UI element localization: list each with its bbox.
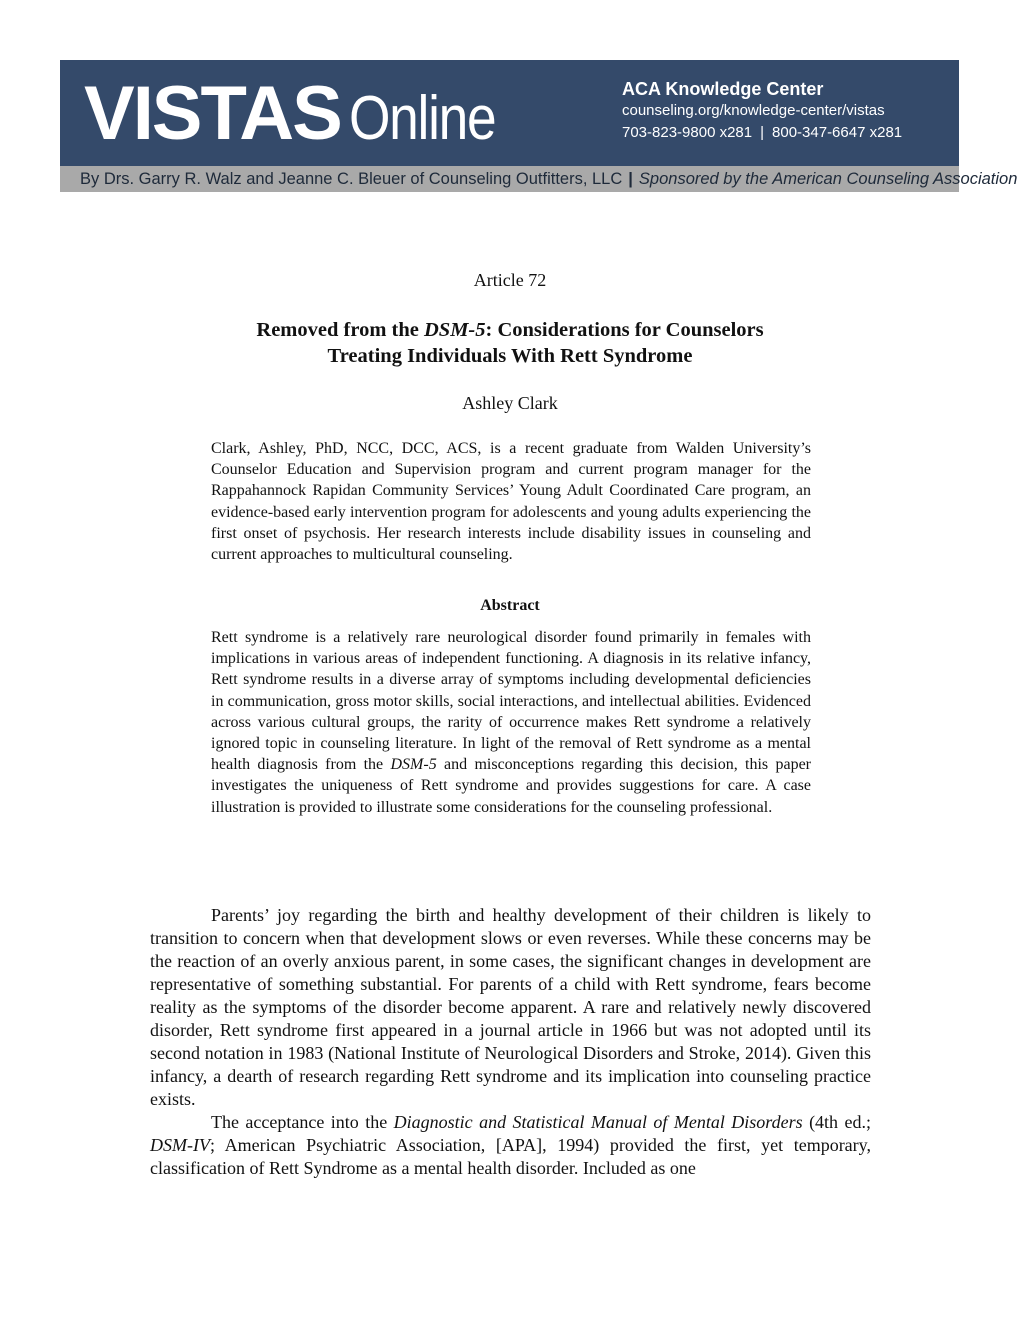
vistas-banner	[60, 60, 1018, 192]
author-bio: Clark, Ashley, PhD, NCC, DCC, ACS, is a recent graduate from Walden University’s Counselor Education and Supervision program and current program manager for the Rappahannock Rapidan Community Services’ Young Adult Coordinated Care program, an evidence-based early intervention program for adolescents and young adults experiencing the first onset of psychosis. Her research interests include disability issues in counseling and current approaches to multicultural counseling.	[211, 440, 811, 564]
article-number: Article 72	[473, 270, 547, 290]
author-name: Ashley Clark	[462, 393, 558, 413]
article-title	[150, 317, 870, 369]
brand-main: VISTAS	[84, 71, 341, 156]
article-body	[150, 904, 871, 1180]
brand-sub: Online	[348, 84, 496, 153]
body-paragraph-1: Parents’ joy regarding the birth and healthy development of their children is likely to transition to concern when that development slows or even reverses. While these concerns may be the reaction of an overly anxious parent, in some cases, the significant changes in development are representative of something substantial. For parents of a child with Rett syndrome, fears become reality as the symptoms of the disorder become apparent. A rare and relatively newly discovered disorder, Rett syndrome first appeared in a journal article in 1966 but was not adopted until its second notation in 1983 (National Institute of Neurological Disorders and Stroke, 2014). Given this infancy, a dearth of research regarding Rett syndrome and its implication into counseling practice exists.	[150, 905, 871, 1109]
banner-byline-strip	[60, 166, 1018, 192]
p2-part3: ; American Psychiatric Association, [APA], 1994) provided the first, yet temporary, classification of Rett Syndrome as a mental health disorder. Included as one	[150, 1135, 871, 1178]
p2-part2: (4th ed.;	[802, 1112, 871, 1132]
byline-separator: |	[628, 170, 633, 188]
p2-italic2: DSM-IV	[150, 1135, 210, 1155]
title-part2: : Considerations for Counselors	[485, 319, 764, 341]
phone-separator: |	[760, 124, 765, 141]
abstract-part2: and misconceptions regarding this decision, this paper investigates the uniqueness of Rett syndrome and provides suggestions for care. A case illustration is provided to illustrate some considerations for the counseling professional.	[211, 756, 812, 816]
abstract-italic: DSM-5	[390, 756, 437, 774]
phone-1: 703-823-9800 x281	[622, 124, 753, 141]
abstract-part1: Rett syndrome is a relatively rare neurological disorder found primarily in females with implications in various areas of independent functioning. A diagnosis in its relative infancy, Rett syndrome results in a diverse array of symptoms including developmental deficiencies in communication, gross motor skills, social interactions, and intellectual abilities. Evidenced across various cultural groups, the rarity of occurrence makes Rett syndrome a relatively ignored topic in counseling literature. In light of the removal of Rett syndrome as a mental health diagnosis from the	[211, 629, 811, 774]
p2-italic1: Diagnostic and Statistical Manual of Mental Disorders	[393, 1112, 803, 1132]
phone-2: 800-347-6647 x281	[772, 124, 903, 141]
byline	[80, 170, 1017, 188]
abstract-heading: Abstract	[480, 597, 540, 614]
title-line2: Treating Individuals With Rett Syndrome	[327, 345, 693, 367]
knowledge-center-title: ACA Knowledge Center	[622, 79, 824, 99]
byline-sponsor: Sponsored by the American Counseling Association	[638, 170, 1018, 188]
knowledge-center-url: counseling.org/knowledge-center/vistas	[622, 102, 885, 119]
brand-logo	[84, 71, 519, 156]
byline-authors: By Drs. Garry R. Walz and Jeanne C. Bleuer of Counseling Outfitters, LLC	[80, 170, 623, 188]
phone-line	[622, 122, 902, 144]
p2-part1: The acceptance into the	[211, 1112, 394, 1132]
abstract-text	[211, 627, 811, 818]
banner-top	[60, 60, 959, 166]
title-part1: Removed from the	[256, 319, 424, 341]
knowledge-center-block	[622, 78, 902, 144]
body-paragraph-2	[150, 1111, 871, 1180]
title-italic: DSM-5	[423, 319, 486, 341]
